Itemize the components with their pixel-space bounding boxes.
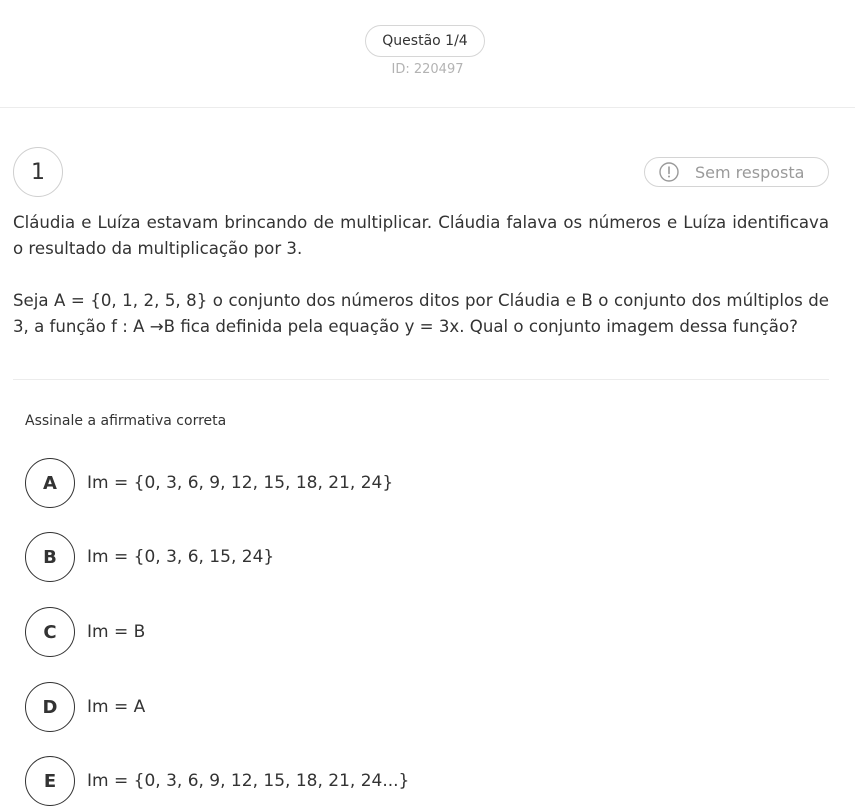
question-number: 1 bbox=[13, 147, 63, 197]
option-letter: C bbox=[25, 607, 75, 657]
option-letter: E bbox=[25, 756, 75, 806]
answer-instruction: Assinale a afirmativa correta bbox=[25, 413, 227, 429]
option-text: Im = {0, 3, 6, 15, 24} bbox=[87, 547, 275, 567]
option-letter: B bbox=[25, 532, 75, 582]
divider bbox=[13, 379, 829, 380]
option-text: Im = B bbox=[87, 622, 146, 642]
question-paragraph-2: Seja A = {0, 1, 2, 5, 8} o conjunto dos números ditos por Cláudia e B o conjunto dos múltiplos de 3, a função f : A →B fica definida pela equação y = 3x. Qual o conjunto imagem dessa função? bbox=[13, 291, 829, 336]
option-d[interactable] bbox=[25, 682, 145, 732]
option-text: Im = A bbox=[87, 697, 146, 717]
question-header bbox=[0, 0, 855, 108]
option-a[interactable] bbox=[25, 458, 393, 508]
question-id: ID: 220497 bbox=[391, 62, 464, 77]
question-paragraph-1: Cláudia e Luíza estavam brincando de multiplicar. Cláudia falava os números e Luíza identificava o resultado da multiplicação por 3. bbox=[13, 213, 829, 258]
option-text: Im = {0, 3, 6, 9, 12, 15, 18, 21, 24} bbox=[87, 473, 394, 493]
answer-status-badge bbox=[644, 157, 829, 187]
option-e[interactable] bbox=[25, 756, 409, 806]
exclamation-circle-icon bbox=[659, 162, 679, 182]
option-text: Im = {0, 3, 6, 9, 12, 15, 18, 21, 24...} bbox=[87, 771, 410, 791]
question-counter-pill: Questão 1/4 bbox=[365, 25, 485, 57]
option-letter: D bbox=[25, 682, 75, 732]
option-c[interactable] bbox=[25, 607, 145, 657]
option-letter: A bbox=[25, 458, 75, 508]
option-b[interactable] bbox=[25, 532, 274, 582]
answer-status-label: Sem resposta bbox=[695, 162, 805, 182]
